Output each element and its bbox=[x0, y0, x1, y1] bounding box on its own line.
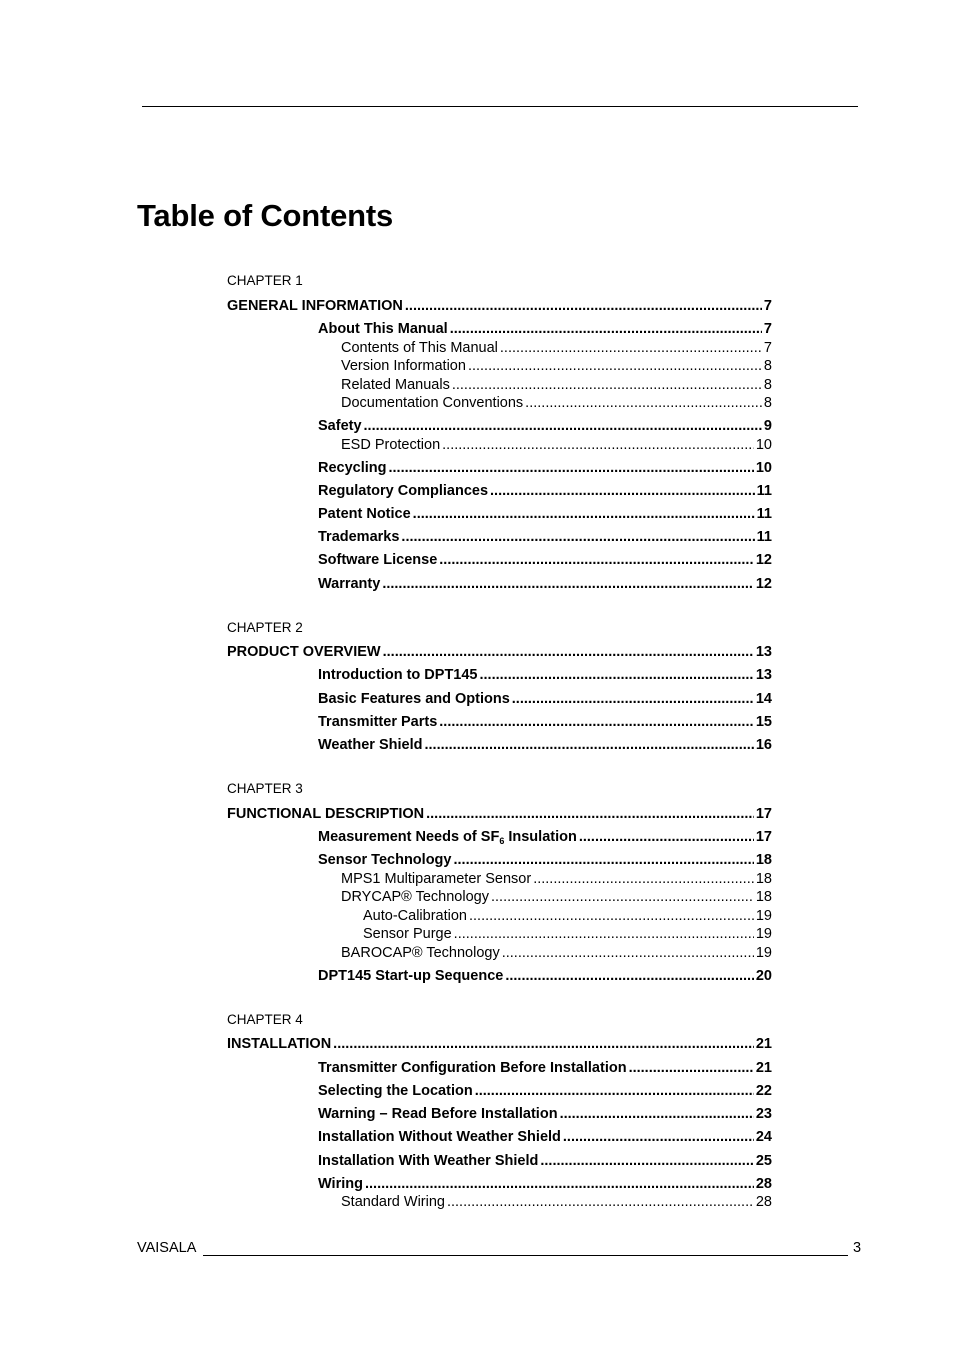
toc-entry-title bbox=[318, 504, 413, 524]
dot-leader bbox=[525, 393, 762, 413]
toc-entry-title bbox=[341, 393, 525, 413]
dot-leader bbox=[533, 869, 754, 889]
dot-leader bbox=[413, 504, 755, 524]
toc-entry-text: Version Information bbox=[341, 358, 466, 374]
toc-entry-title bbox=[318, 850, 453, 870]
toc-entry-title bbox=[318, 712, 439, 732]
toc-entry-text: Transmitter Parts bbox=[318, 714, 438, 730]
toc-entry-title bbox=[318, 827, 579, 847]
toc-entry-patent-notice[interactable] bbox=[318, 504, 772, 524]
toc-page-number: 11 bbox=[756, 483, 772, 499]
dot-leader bbox=[502, 943, 754, 963]
toc-entry-title bbox=[318, 1151, 540, 1171]
toc-entry-title bbox=[227, 1034, 333, 1054]
toc-entry-trademarks[interactable] bbox=[318, 527, 772, 547]
dot-leader bbox=[505, 966, 754, 986]
toc-entry-documentation-conventions[interactable] bbox=[341, 393, 772, 413]
toc-page-number: 18 bbox=[755, 889, 772, 905]
toc-entry-text: Weather Shield bbox=[318, 737, 423, 753]
toc-entry-basic-features-and-options[interactable] bbox=[318, 689, 772, 709]
toc-entry-title bbox=[227, 642, 383, 662]
toc-entry-wiring[interactable] bbox=[318, 1174, 772, 1194]
toc-entry-text: INSTALLATION bbox=[227, 1036, 332, 1052]
dot-leader bbox=[447, 1192, 754, 1212]
dot-leader bbox=[491, 887, 754, 907]
toc-entry-text: Standard Wiring bbox=[341, 1194, 445, 1210]
toc-page-number: 13 bbox=[755, 644, 772, 660]
dot-leader bbox=[450, 319, 762, 339]
toc-page-number: 7 bbox=[763, 340, 772, 356]
toc-entry-standard-wiring[interactable] bbox=[341, 1192, 772, 1212]
toc-entry-text: Transmitter Configuration Before Installation bbox=[318, 1060, 627, 1076]
dot-leader bbox=[512, 689, 754, 709]
toc-entry-text: Selecting the Location bbox=[318, 1083, 473, 1099]
toc-entry-dpt145-start-up-sequence[interactable] bbox=[318, 966, 772, 986]
toc-page-number: 28 bbox=[755, 1176, 772, 1192]
toc-entry-text: DPT145 Start-up Sequence bbox=[318, 968, 504, 984]
toc-entry-title bbox=[318, 966, 505, 986]
toc-entry-text: Basic Features and Options bbox=[318, 691, 510, 707]
toc-entry-text: FUNCTIONAL DESCRIPTION bbox=[227, 806, 425, 822]
toc-entry-text: Sensor Purge bbox=[363, 926, 452, 942]
toc-entry-transmitter-configuration-before-installation[interactable] bbox=[318, 1058, 772, 1078]
dot-leader bbox=[480, 665, 754, 685]
toc-page-number: 25 bbox=[755, 1153, 772, 1169]
toc-entry-text: Trademarks bbox=[318, 529, 400, 545]
toc-entry-mps1-multiparameter-sensor[interactable] bbox=[341, 869, 772, 889]
toc-entry-related-manuals[interactable] bbox=[341, 375, 772, 395]
toc-page-number: 17 bbox=[755, 806, 772, 822]
toc-entry-title bbox=[318, 1058, 629, 1078]
toc-page-number: 18 bbox=[755, 852, 772, 868]
toc-entry-contents-of-this-manual[interactable] bbox=[341, 338, 772, 358]
toc-entry-text: Warning – Read Before Installation bbox=[318, 1106, 558, 1122]
toc-entry-sensor-technology[interactable] bbox=[318, 850, 772, 870]
toc-entry-version-information[interactable] bbox=[341, 356, 772, 376]
toc-page-number: 19 bbox=[755, 945, 772, 961]
toc-entry-regulatory-compliances[interactable] bbox=[318, 481, 772, 501]
toc-entry-text-continued: Insulation bbox=[504, 829, 577, 845]
toc-entry-title bbox=[341, 1192, 447, 1212]
toc-entry-title bbox=[227, 296, 405, 316]
toc-entry-text: Installation With Weather Shield bbox=[318, 1153, 539, 1169]
dot-leader bbox=[563, 1127, 754, 1147]
toc-entry-title bbox=[318, 481, 490, 501]
toc-page-number: 18 bbox=[755, 871, 772, 887]
toc-page-number: 20 bbox=[755, 968, 772, 984]
toc-page-number: 19 bbox=[755, 926, 772, 942]
toc-entry-text: Wiring bbox=[318, 1176, 363, 1192]
toc-entry-text: BAROCAP® Technology bbox=[341, 945, 500, 961]
toc-chapter-heading[interactable] bbox=[227, 296, 772, 316]
toc-entry-text: Documentation Conventions bbox=[341, 395, 524, 411]
chapter-label: CHAPTER 2 bbox=[227, 620, 303, 635]
dot-leader bbox=[401, 527, 754, 547]
toc-page-number: 14 bbox=[755, 691, 772, 707]
toc-entry-text: GENERAL INFORMATION bbox=[227, 298, 403, 314]
toc-entry-text: Introduction to DPT145 bbox=[318, 667, 478, 683]
toc-entry-text: Contents of This Manual bbox=[341, 340, 498, 356]
dot-leader bbox=[424, 735, 753, 755]
footer-company: VAISALA bbox=[137, 1240, 197, 1256]
toc-entry-title bbox=[318, 1081, 475, 1101]
toc-entry-recycling[interactable] bbox=[318, 458, 772, 478]
toc-page-number: 7 bbox=[763, 298, 772, 314]
toc-entry-about-this-manual[interactable] bbox=[318, 319, 772, 339]
toc-entry-sensor-purge[interactable] bbox=[363, 924, 772, 944]
dot-leader bbox=[475, 1081, 754, 1101]
toc-entry-measurement-needs-of-sf6-insulation[interactable] bbox=[318, 827, 772, 847]
toc-page-number: 24 bbox=[755, 1129, 772, 1145]
toc-page-number: 11 bbox=[756, 529, 772, 545]
toc-entry-title bbox=[363, 924, 454, 944]
dot-leader bbox=[629, 1058, 754, 1078]
dot-leader bbox=[383, 642, 754, 662]
toc-entry-barocap-technology[interactable] bbox=[341, 943, 772, 963]
toc-entry-title bbox=[318, 1174, 365, 1194]
toc-entry-title bbox=[341, 887, 491, 907]
toc-entry-title bbox=[318, 416, 364, 436]
toc-entry-title bbox=[318, 319, 450, 339]
dot-leader bbox=[469, 906, 754, 926]
toc-page-number: 16 bbox=[755, 737, 772, 753]
toc-entry-title bbox=[227, 804, 426, 824]
dot-leader bbox=[540, 1151, 754, 1171]
footer-rule bbox=[203, 1255, 848, 1256]
toc-entry-warranty[interactable] bbox=[318, 574, 772, 594]
dot-leader bbox=[365, 1174, 754, 1194]
toc-page-number: 10 bbox=[755, 460, 772, 476]
toc-entry-text: Safety bbox=[318, 418, 362, 434]
toc-entry-warning-read-before-installation[interactable] bbox=[318, 1104, 772, 1124]
toc-entry-title bbox=[318, 550, 439, 570]
toc-entry-esd-protection[interactable] bbox=[341, 435, 772, 455]
toc-entry-title bbox=[341, 869, 533, 889]
toc-entry-selecting-the-location[interactable] bbox=[318, 1081, 772, 1101]
dot-leader bbox=[364, 416, 762, 436]
toc-entry-introduction-to-dpt145[interactable] bbox=[318, 665, 772, 685]
toc-entry-text: Related Manuals bbox=[341, 377, 450, 393]
toc-page-number: 15 bbox=[755, 714, 772, 730]
toc-page-number: 21 bbox=[755, 1036, 772, 1052]
page-title: Table of Contents bbox=[137, 198, 394, 233]
toc-entry-installation-without-weather-shield[interactable] bbox=[318, 1127, 772, 1147]
chapter-label: CHAPTER 3 bbox=[227, 781, 303, 796]
toc-page-number: 10 bbox=[755, 437, 772, 453]
toc-entry-subscript: 6 bbox=[499, 836, 505, 846]
toc-entry-transmitter-parts[interactable] bbox=[318, 712, 772, 732]
toc-entry-text: PRODUCT OVERVIEW bbox=[227, 644, 381, 660]
toc-page-number: 28 bbox=[755, 1194, 772, 1210]
dot-leader bbox=[453, 850, 753, 870]
dot-leader bbox=[439, 712, 754, 732]
dot-leader bbox=[500, 338, 762, 358]
toc-entry-text: Auto-Calibration bbox=[363, 908, 467, 924]
toc-entry-text: Measurement Needs of SF bbox=[318, 829, 500, 845]
toc-entry-title bbox=[318, 1104, 560, 1124]
toc-page-number: 21 bbox=[755, 1060, 772, 1076]
toc-entry-title bbox=[363, 906, 469, 926]
toc-entry-title bbox=[341, 375, 452, 395]
toc-entry-text: MPS1 Multiparameter Sensor bbox=[341, 871, 532, 887]
toc-entry-title bbox=[341, 435, 442, 455]
toc-entry-title bbox=[318, 735, 424, 755]
toc-page-number: 22 bbox=[755, 1083, 772, 1099]
dot-leader bbox=[560, 1104, 754, 1124]
dot-leader bbox=[389, 458, 754, 478]
chapter-label: CHAPTER 1 bbox=[227, 273, 303, 288]
dot-leader bbox=[442, 435, 754, 455]
toc-page-number: 23 bbox=[755, 1106, 772, 1122]
toc-entry-title bbox=[318, 458, 389, 478]
toc-entry-title bbox=[341, 356, 468, 376]
toc-page-number: 8 bbox=[763, 377, 772, 393]
toc-entry-installation-with-weather-shield[interactable] bbox=[318, 1151, 772, 1171]
toc-entry-drycap-technology[interactable] bbox=[341, 887, 772, 907]
toc-entry-title bbox=[318, 665, 480, 685]
toc-entry-text: Recycling bbox=[318, 460, 387, 476]
dot-leader bbox=[382, 574, 754, 594]
toc-chapter-heading[interactable] bbox=[227, 804, 772, 824]
dot-leader bbox=[490, 481, 755, 501]
dot-leader bbox=[579, 827, 754, 847]
chapter-label: CHAPTER 4 bbox=[227, 1012, 303, 1027]
toc-chapter-heading[interactable] bbox=[227, 1034, 772, 1054]
toc-entry-text: Installation Without Weather Shield bbox=[318, 1129, 561, 1145]
dot-leader bbox=[333, 1034, 754, 1054]
dot-leader bbox=[468, 356, 762, 376]
toc-page-number: 19 bbox=[755, 908, 772, 924]
toc-page-number: 13 bbox=[755, 667, 772, 683]
toc-entry-text: DRYCAP® Technology bbox=[341, 889, 489, 905]
dot-leader bbox=[405, 296, 762, 316]
toc-entry-text: Regulatory Compliances bbox=[318, 483, 489, 499]
toc-page-number: 8 bbox=[763, 395, 772, 411]
header-rule bbox=[142, 106, 858, 107]
toc-chapter-heading[interactable] bbox=[227, 642, 772, 662]
toc-page-number: 7 bbox=[763, 321, 772, 337]
toc-page-number: 9 bbox=[763, 418, 772, 434]
toc-entry-title bbox=[318, 527, 401, 547]
toc-entry-text: Software License bbox=[318, 552, 438, 568]
toc-page-number: 8 bbox=[763, 358, 772, 374]
toc-page-number: 12 bbox=[755, 552, 772, 568]
toc-entry-software-license[interactable] bbox=[318, 550, 772, 570]
toc-entry-text: Warranty bbox=[318, 576, 381, 592]
toc-entry-title bbox=[318, 574, 382, 594]
dot-leader bbox=[439, 550, 754, 570]
toc-page-number: 12 bbox=[755, 576, 772, 592]
toc-page-number: 17 bbox=[755, 829, 772, 845]
toc-entry-text: ESD Protection bbox=[341, 437, 441, 453]
toc-entry-title bbox=[341, 943, 502, 963]
toc-entry-text: Patent Notice bbox=[318, 506, 411, 522]
toc-entry-title bbox=[318, 689, 512, 709]
toc-entry-auto-calibration[interactable] bbox=[363, 906, 772, 926]
toc-entry-weather-shield[interactable] bbox=[318, 735, 772, 755]
toc-entry-text: Sensor Technology bbox=[318, 852, 452, 868]
dot-leader bbox=[452, 375, 762, 395]
toc-entry-title bbox=[341, 338, 500, 358]
toc-entry-safety[interactable] bbox=[318, 416, 772, 436]
dot-leader bbox=[426, 804, 754, 824]
toc-entry-text: About This Manual bbox=[318, 321, 448, 337]
footer-page-number: 3 bbox=[853, 1240, 862, 1256]
toc-page-number: 11 bbox=[756, 506, 772, 522]
dot-leader bbox=[454, 924, 754, 944]
toc-entry-title bbox=[318, 1127, 563, 1147]
